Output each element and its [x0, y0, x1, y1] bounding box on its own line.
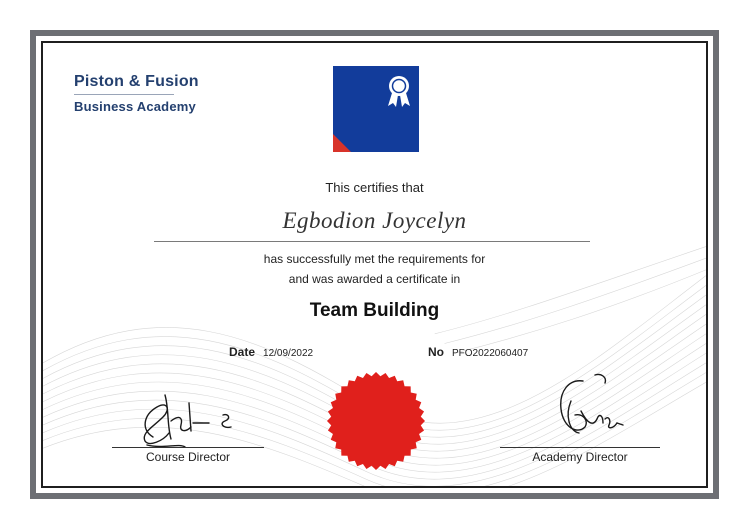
requirements-line2: and was awarded a certificate in	[288, 272, 461, 286]
certificate-body	[41, 41, 708, 488]
award-ribbon-icon	[333, 66, 419, 152]
certificate-number-field	[428, 345, 528, 359]
date-label: Date	[229, 345, 256, 359]
academy-name-line1: Piston & Fusion	[74, 73, 199, 90]
academy-logo	[74, 71, 199, 117]
certifies-text: This certifies that	[325, 180, 424, 195]
recipient-name: Egbodion Joycelyn	[282, 208, 467, 233]
award-badge	[333, 66, 419, 152]
requirements-text	[43, 249, 706, 289]
number-value: PFO2022060407	[452, 348, 529, 359]
academy-director-caption: Academy Director	[532, 450, 628, 464]
course-director-line	[112, 447, 264, 448]
academy-name-line2: Business Academy	[74, 99, 196, 114]
number-label: No	[428, 345, 444, 359]
course-director-signature	[123, 375, 253, 455]
certificate-frame-gap	[36, 36, 713, 493]
date-field	[229, 345, 313, 359]
logo-divider	[74, 94, 174, 95]
course-director-caption: Course Director	[145, 450, 231, 464]
red-seal	[326, 371, 426, 471]
recipient-underline	[154, 241, 590, 242]
certificate-outer-frame	[30, 30, 719, 499]
course-title: Team Building	[309, 300, 440, 321]
date-value: 12/09/2022	[263, 348, 314, 359]
academy-director-signature	[523, 361, 643, 451]
requirements-line1: has successfully met the requirements for	[263, 252, 486, 266]
academy-director-line	[500, 447, 660, 448]
